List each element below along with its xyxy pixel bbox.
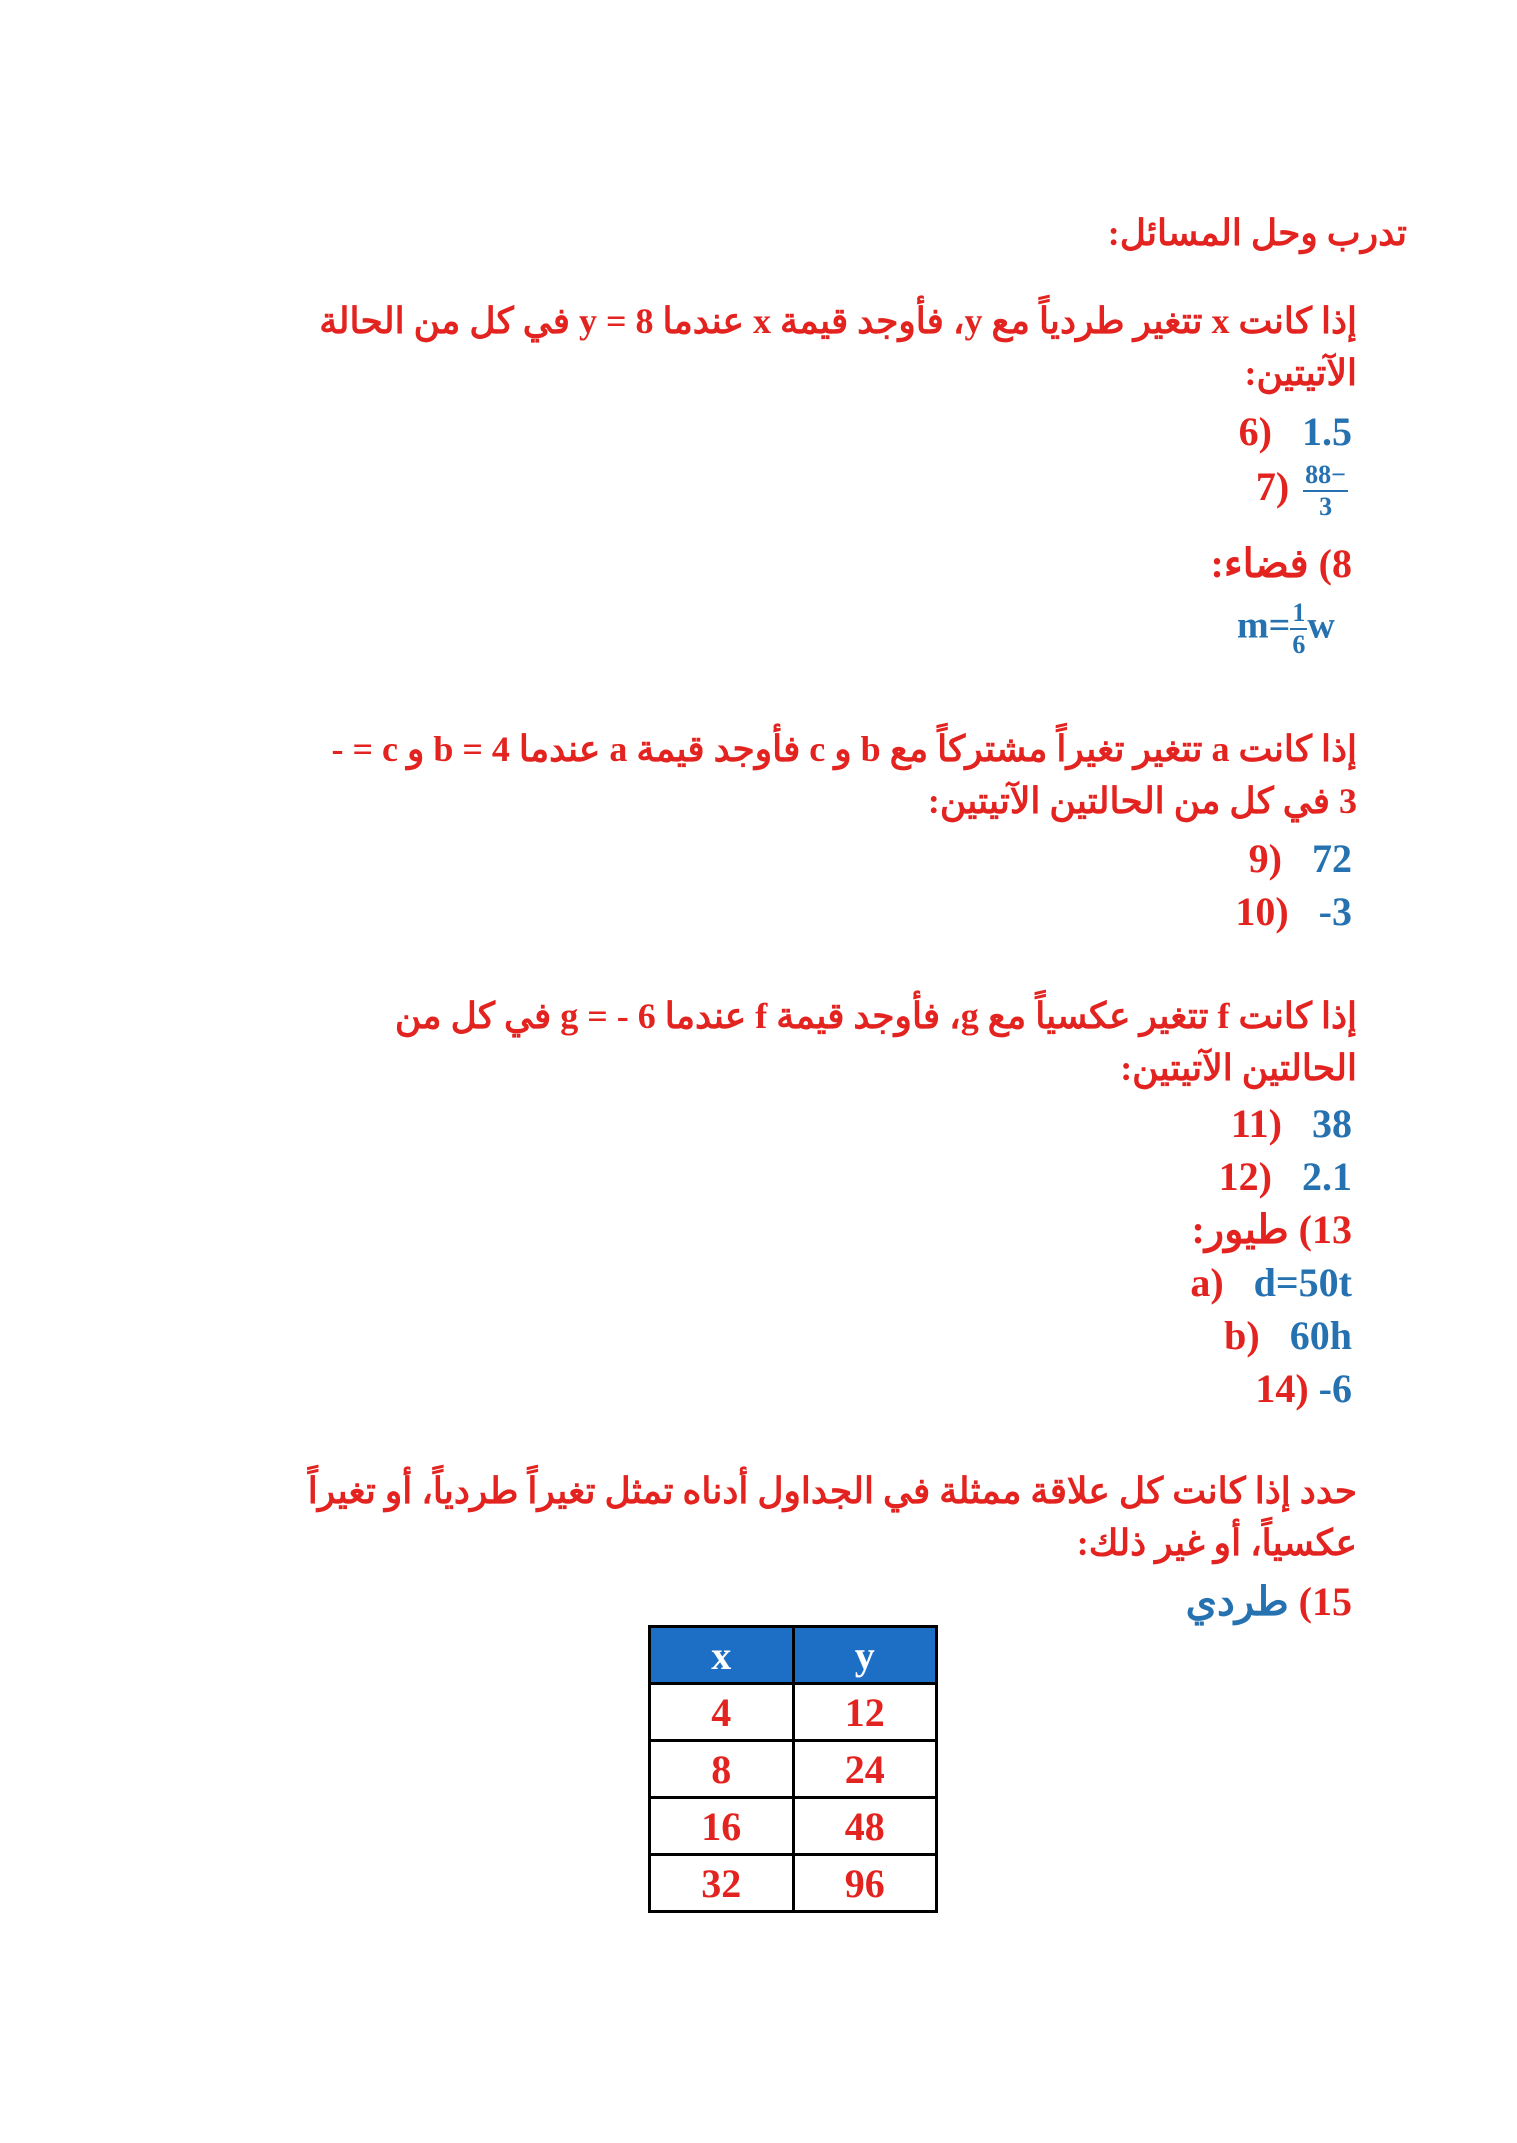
table-header-row xyxy=(650,1627,937,1684)
table-cell: 12 xyxy=(793,1684,937,1741)
formula-m xyxy=(1237,600,1335,658)
answer-number: 12) xyxy=(1218,1154,1272,1199)
section1-question-line2: الآتيتين: xyxy=(1244,353,1357,393)
section2-question-line2: 3 في كل من الحالتين الآتيتين: xyxy=(927,781,1357,821)
answer-value: 60h xyxy=(1289,1313,1352,1358)
answer-number: 13) xyxy=(1298,1207,1352,1252)
section1-question-line1: إذا كانت x تتغير طردياً مع y، فأوجد قيمة x عندما y = 8 في كل من الحالة xyxy=(319,301,1357,341)
answer-10 xyxy=(1235,888,1352,935)
answer-13 xyxy=(1191,1206,1352,1253)
table-cell: 4 xyxy=(650,1684,794,1741)
answer-number: 8) xyxy=(1318,541,1352,586)
answer-number: 11) xyxy=(1230,1101,1282,1146)
table-row xyxy=(650,1684,937,1741)
answer-value: -3 xyxy=(1318,889,1352,934)
answer-9 xyxy=(1249,835,1352,882)
table-cell: 96 xyxy=(793,1855,937,1912)
answer-15 xyxy=(1186,1578,1352,1625)
answer-number: 15) xyxy=(1298,1579,1352,1624)
table-row xyxy=(650,1855,937,1912)
answer-number: 10) xyxy=(1235,889,1289,934)
fraction xyxy=(1303,462,1348,520)
answer-number: b) xyxy=(1224,1313,1260,1358)
table-cell: 8 xyxy=(650,1741,794,1798)
fraction-denominator: 6 xyxy=(1292,630,1306,659)
fraction-denominator: 3 xyxy=(1319,492,1333,521)
section3-question-line2: الحالتين الآتيتين: xyxy=(1120,1048,1357,1088)
table-row xyxy=(650,1741,937,1798)
answer-number: 14) xyxy=(1255,1366,1309,1411)
answer-number: 7) xyxy=(1255,464,1290,510)
section4-question-line2: عكسياً، أو غير ذلك: xyxy=(1076,1523,1357,1563)
answer-label: طردي xyxy=(1185,1579,1289,1624)
answer-label: فضاء: xyxy=(1210,541,1309,586)
answer-11 xyxy=(1231,1100,1352,1147)
answer-13b xyxy=(1224,1312,1352,1359)
answer-label: طيور: xyxy=(1191,1207,1289,1252)
formula-suffix: w xyxy=(1307,604,1335,647)
answer-number: 6) xyxy=(1238,409,1272,454)
answer-value: 38 xyxy=(1312,1101,1352,1146)
table-cell: 24 xyxy=(793,1741,937,1798)
answer-value: d=50t xyxy=(1253,1260,1352,1305)
variation-table xyxy=(648,1625,938,1913)
answer-number: 9) xyxy=(1248,836,1282,881)
section4-question-line1: حدد إذا كانت كل علاقة ممثلة في الجداول أدناه تمثل تغيراً طردياً، أو تغيراً xyxy=(307,1471,1357,1511)
table-cell: 32 xyxy=(650,1855,794,1912)
section3-question-line1: إذا كانت f تتغير عكسياً مع g، فأوجد قيمة f عندما g = - 6 في كل من xyxy=(394,996,1357,1036)
answer-value: 72 xyxy=(1312,836,1352,881)
answer-value: -6 xyxy=(1318,1366,1352,1411)
fraction-numerator: 1 xyxy=(1290,600,1307,630)
answer-7 xyxy=(1256,462,1352,520)
table-header-x: x xyxy=(650,1627,794,1684)
section2-question-line1: إذا كانت a تتغير تغيراً مشتركاً مع b و c فأوجد قيمة a عندما b = 4 و c = - xyxy=(331,729,1357,769)
table-row xyxy=(650,1798,937,1855)
formula-prefix: m= xyxy=(1237,604,1291,647)
answer-13a xyxy=(1190,1259,1352,1306)
answer-value: 1.5 xyxy=(1302,409,1352,454)
table-cell: 16 xyxy=(650,1798,794,1855)
fraction-numerator: −88 xyxy=(1303,462,1348,492)
table-header-y: y xyxy=(793,1627,937,1684)
answer-12 xyxy=(1219,1153,1352,1200)
answer-6 xyxy=(1239,408,1352,455)
fraction xyxy=(1290,600,1307,658)
answer-value: 2.1 xyxy=(1302,1154,1352,1199)
table-cell: 48 xyxy=(793,1798,937,1855)
answer-8 xyxy=(1211,540,1352,587)
answer-number: a) xyxy=(1190,1260,1224,1305)
page-title: تدرب وحل المسائل: xyxy=(1107,213,1407,253)
answer-14 xyxy=(1255,1365,1352,1412)
